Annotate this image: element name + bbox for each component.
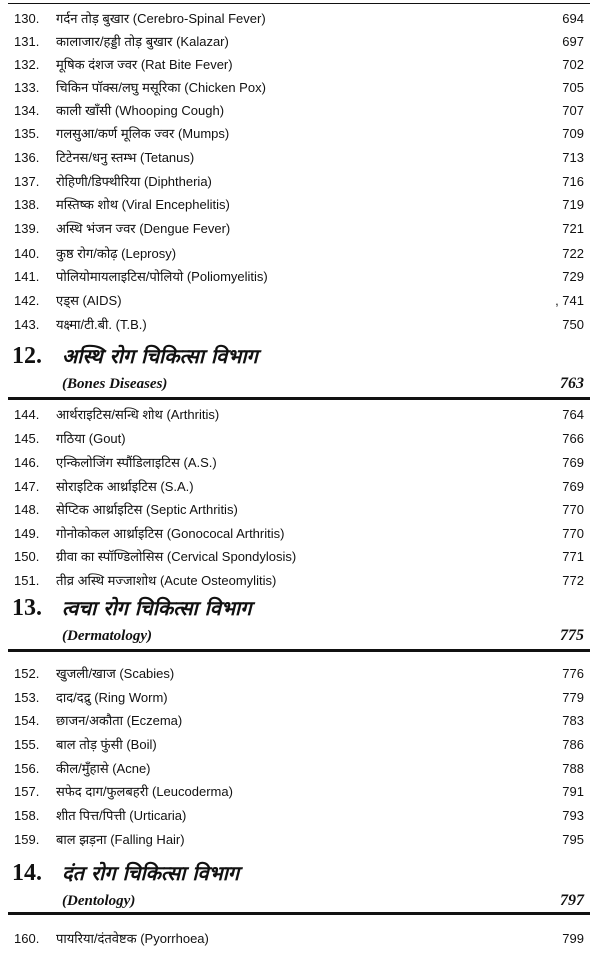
- entry-number: 131.: [14, 34, 40, 49]
- section-rule: [8, 397, 590, 400]
- toc-entry: [0, 451, 600, 474]
- entry-title: टिटेनस/धनु स्तम्भ (Tetanus): [56, 150, 195, 165]
- toc-entry: [0, 30, 600, 53]
- entry-number: 150.: [14, 549, 40, 564]
- entry-title: शीत पित्त/पित्ती (Urticaria): [56, 808, 187, 823]
- entry-number: 151.: [14, 573, 40, 588]
- entry-page: 707: [562, 103, 584, 118]
- toc-entry: [0, 403, 600, 426]
- section-title-hindi: त्वचा रोग चिकित्सा विभाग: [62, 596, 252, 620]
- entry-title: कुष्ठ रोग/कोढ़ (Leprosy): [56, 246, 177, 261]
- entry-page: 766: [562, 431, 584, 446]
- section-title-english: (Bones Diseases): [62, 376, 168, 392]
- entry-title: कालाजार/हड्डी तोड़ बुखार (Kalazar): [56, 34, 229, 49]
- entry-number: 160.: [14, 931, 40, 946]
- entry-title: चिकिन पॉक्स/लघु मसूरिका (Chicken Pox): [56, 80, 266, 95]
- entry-number: 143.: [14, 317, 40, 332]
- entry-page: 713: [562, 150, 584, 165]
- entry-page: 786: [562, 737, 584, 752]
- section-page: 775: [560, 627, 584, 644]
- entry-number: 152.: [14, 666, 40, 681]
- entry-number: 156.: [14, 761, 40, 776]
- entry-page: 788: [562, 761, 584, 776]
- toc-entry: [0, 733, 600, 756]
- entry-page: 709: [562, 126, 584, 141]
- entry-title: दाद/दद्रु (Ring Worm): [56, 690, 168, 705]
- toc-entry: [0, 662, 600, 685]
- entry-page: 776: [562, 666, 584, 681]
- entry-number: 146.: [14, 455, 40, 470]
- section-rule: [8, 649, 590, 652]
- entry-number: 135.: [14, 126, 40, 141]
- entry-number: 130.: [14, 11, 40, 26]
- toc-entry: [0, 289, 600, 312]
- toc-entry: [0, 7, 600, 30]
- entry-page: 722: [562, 246, 584, 261]
- toc-entry: [0, 686, 600, 709]
- entry-page: 791: [562, 784, 584, 799]
- toc-entry: [0, 427, 600, 450]
- entry-title: गलसुआ/कर्ण मूलिक ज्वर (Mumps): [56, 126, 230, 141]
- entry-title: मूषिक दंशज ज्वर (Rat Bite Fever): [56, 57, 233, 72]
- entry-title: आर्थराइटिस/सन्धि शोथ (Arthritis): [56, 407, 220, 422]
- entry-number: 138.: [14, 197, 40, 212]
- entry-page: 771: [562, 549, 584, 564]
- section-title-hindi: अस्थि रोग चिकित्सा विभाग: [62, 344, 258, 368]
- entry-title: गोनोकोकल आर्थ्राइटिस (Gonococal Arthritis): [56, 526, 285, 541]
- entry-title: काली खाँसी (Whooping Cough): [56, 103, 225, 118]
- entry-number: 132.: [14, 57, 40, 72]
- entry-page: 779: [562, 690, 584, 705]
- entry-page: 769: [562, 479, 584, 494]
- toc-entry: [0, 99, 600, 122]
- entry-number: 159.: [14, 832, 40, 847]
- toc-entry: [0, 522, 600, 545]
- entry-page: 770: [562, 502, 584, 517]
- toc-entry: [0, 146, 600, 169]
- entry-page: 770: [562, 526, 584, 541]
- entry-number: 134.: [14, 103, 40, 118]
- toc-entry: [0, 927, 600, 950]
- toc-entry: [0, 709, 600, 732]
- entry-number: 158.: [14, 808, 40, 823]
- top-rule: [8, 3, 590, 4]
- entry-title: रोहिणी/डिफ्थीरिया (Diphtheria): [56, 174, 212, 189]
- entry-number: 149.: [14, 526, 40, 541]
- entry-number: 142.: [14, 293, 40, 308]
- entry-page: , 741: [555, 293, 584, 308]
- entry-title: ग्रीवा का स्पॉण्डिलोसिस (Cervical Spondylosis): [56, 549, 297, 564]
- entry-page: 719: [562, 197, 584, 212]
- entry-page: 716: [562, 174, 584, 189]
- section-rule: [8, 912, 590, 915]
- entry-page: 750: [562, 317, 584, 332]
- entry-title: बाल तोड़ फुंसी (Boil): [56, 737, 157, 752]
- toc-entry: [0, 242, 600, 265]
- section-number: 13.: [12, 595, 42, 621]
- entry-title: गर्दन तोड़ बुखार (Cerebro-Spinal Fever): [56, 11, 266, 26]
- toc-entry: [0, 828, 600, 851]
- entry-title: खुजली/खाज (Scabies): [56, 666, 175, 681]
- entry-title: यक्ष्मा/टी.बी. (T.B.): [56, 317, 147, 332]
- entry-title: छाजन/अकौता (Eczema): [56, 713, 183, 728]
- entry-page: 721: [562, 221, 584, 236]
- entry-number: 154.: [14, 713, 40, 728]
- entry-page: 694: [562, 11, 584, 26]
- section-title-english: (Dermatology): [62, 628, 152, 644]
- toc-entry: [0, 804, 600, 827]
- toc-entry: [0, 76, 600, 99]
- entry-page: 795: [562, 832, 584, 847]
- section-title-hindi: दंत रोग चिकित्सा विभाग: [62, 861, 240, 885]
- entry-page: 764: [562, 407, 584, 422]
- toc-entry: [0, 170, 600, 193]
- entry-number: 141.: [14, 269, 40, 284]
- toc-entry: [0, 545, 600, 568]
- entry-title: पोलियोमायलाइटिस/पोलियो (Poliomyelitis): [56, 269, 268, 284]
- entry-number: 147.: [14, 479, 40, 494]
- toc-entry: [0, 498, 600, 521]
- section-number: 14.: [12, 860, 42, 886]
- toc-entry: [0, 757, 600, 780]
- toc-entry: [0, 265, 600, 288]
- entry-number: 157.: [14, 784, 40, 799]
- entry-number: 139.: [14, 221, 40, 236]
- entry-title: एन्किलोजिंग स्पौंडिलाइटिस (A.S.): [56, 455, 217, 470]
- entry-title: सोराइटिक आर्थ्राइटिस (S.A.): [56, 479, 194, 494]
- entry-title: तीव्र अस्थि मज्जाशोथ (Acute Osteomylitis): [56, 573, 277, 588]
- toc-entry: [0, 217, 600, 240]
- entry-number: 140.: [14, 246, 40, 261]
- entry-number: 144.: [14, 407, 40, 422]
- entry-number: 136.: [14, 150, 40, 165]
- section-page: 763: [560, 375, 584, 392]
- entry-title: बाल झड़ना (Falling Hair): [56, 832, 185, 847]
- section-title-english: (Dentology): [62, 893, 136, 909]
- entry-page: 793: [562, 808, 584, 823]
- entry-page: 697: [562, 34, 584, 49]
- toc-entry: [0, 780, 600, 803]
- entry-number: 133.: [14, 80, 40, 95]
- toc-entry: [0, 475, 600, 498]
- entry-number: 155.: [14, 737, 40, 752]
- section-number: 12.: [12, 343, 42, 369]
- toc-entry: [0, 193, 600, 216]
- toc-entry: [0, 569, 600, 592]
- entry-page: 702: [562, 57, 584, 72]
- entry-number: 137.: [14, 174, 40, 189]
- entry-page: 772: [562, 573, 584, 588]
- entry-page: 705: [562, 80, 584, 95]
- toc-entry: [0, 122, 600, 145]
- entry-page: 729: [562, 269, 584, 284]
- entry-title: कील/मुँहासे (Acne): [56, 761, 151, 776]
- entry-title: अस्थि भंजन ज्वर (Dengue Fever): [56, 221, 231, 236]
- entry-number: 148.: [14, 502, 40, 517]
- entry-page: 783: [562, 713, 584, 728]
- toc-entry: [0, 53, 600, 76]
- entry-title: पायरिया/दंतवेष्टक (Pyorrhoea): [56, 931, 209, 946]
- toc-entry: [0, 313, 600, 336]
- entry-number: 153.: [14, 690, 40, 705]
- entry-page: 769: [562, 455, 584, 470]
- entry-number: 145.: [14, 431, 40, 446]
- entry-title: गठिया (Gout): [56, 431, 126, 446]
- entry-title: सेप्टिक आर्थ्राइटिस (Septic Arthritis): [56, 502, 238, 517]
- entry-title: सफेद दाग/फुलबहरी (Leucoderma): [56, 784, 233, 799]
- entry-page: 799: [562, 931, 584, 946]
- entry-title: एड्स (AIDS): [56, 293, 122, 308]
- section-page: 797: [560, 892, 584, 909]
- entry-title: मस्तिष्क शोथ (Viral Encephelitis): [56, 197, 230, 212]
